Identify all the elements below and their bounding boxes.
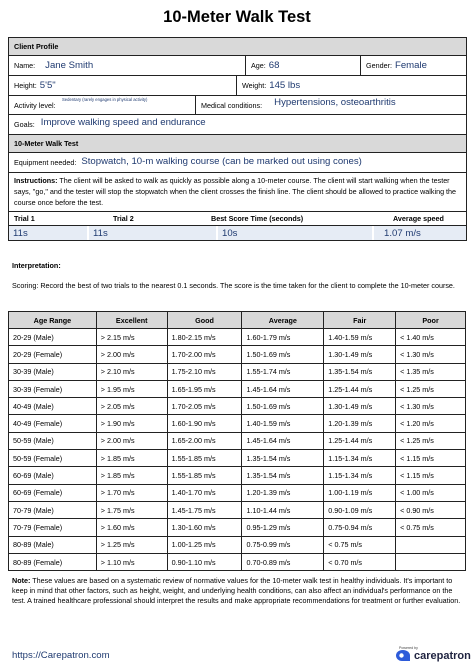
cell-age-range: 60-69 (Female) [9, 484, 97, 501]
cell-fair: 1.15-1.34 m/s [324, 450, 396, 467]
cell-good: 1.70-2.00 m/s [167, 346, 242, 363]
table-row [9, 363, 466, 380]
gender-label: Gender: [366, 61, 392, 70]
instructions-block [9, 173, 466, 212]
cell-poor [396, 553, 466, 570]
cell-age-range: 80-89 (Female) [9, 553, 97, 570]
norms-table [8, 311, 466, 571]
height-weight-row [9, 76, 466, 96]
cell-average: 1.35-1.54 m/s [242, 450, 324, 467]
cell-age-range: 30-39 (Male) [9, 363, 97, 380]
name-label: Name: [14, 61, 36, 70]
col-age-range: Age Range [9, 312, 97, 329]
table-row [9, 519, 466, 536]
activity-label: Activity level: [14, 100, 56, 110]
cell-excellent: > 1.25 m/s [96, 536, 167, 553]
table-row [9, 346, 466, 363]
age-field[interactable] [246, 56, 361, 75]
goals-field[interactable] [9, 115, 466, 134]
col-good: Good [167, 312, 242, 329]
carepatron-logo-icon [395, 649, 411, 662]
cell-age-range: 20-29 (Female) [9, 346, 97, 363]
cell-excellent: > 1.85 m/s [96, 450, 167, 467]
trials-values-row [9, 226, 466, 240]
cell-age-range: 60-69 (Male) [9, 467, 97, 484]
cell-average: 0.95-1.29 m/s [242, 519, 324, 536]
weight-field[interactable] [237, 76, 466, 95]
cell-poor: < 1.35 m/s [396, 363, 466, 380]
height-value: 5'5" [39, 80, 56, 91]
cell-poor: < 1.20 m/s [396, 415, 466, 432]
cell-fair: 0.75-0.94 m/s [324, 519, 396, 536]
note-label: Note: [12, 576, 31, 585]
cell-age-range: 70-79 (Male) [9, 501, 97, 518]
cell-poor: < 1.30 m/s [396, 398, 466, 415]
cell-excellent: > 1.90 m/s [96, 415, 167, 432]
weight-value: 145 lbs [269, 80, 301, 91]
cell-average: 1.20-1.39 m/s [242, 484, 324, 501]
note-block [12, 576, 466, 607]
goals-value: Improve walking speed and endurance [40, 117, 206, 128]
cell-average: 0.70-0.89 m/s [242, 553, 324, 570]
cell-good: 1.40-1.70 m/s [167, 484, 242, 501]
cell-poor [396, 536, 466, 553]
average-speed-label: Average speed [393, 214, 444, 224]
age-value: 68 [268, 60, 280, 71]
scoring-text: Scoring: Record the best of two trials to the nearest 0.1 seconds. The score is the time taken for the client to complete the 10-meter course. [12, 281, 455, 290]
cell-fair: 1.35-1.54 m/s [324, 363, 396, 380]
cell-age-range: 50-59 (Male) [9, 432, 97, 449]
client-profile-section [8, 37, 467, 241]
col-excellent: Excellent [96, 312, 167, 329]
cell-poor: < 1.30 m/s [396, 346, 466, 363]
cell-age-range: 50-59 (Female) [9, 450, 97, 467]
best-score-input[interactable]: 10s [218, 226, 374, 240]
cell-average: 1.35-1.54 m/s [242, 467, 324, 484]
cell-fair: < 0.75 m/s [324, 536, 396, 553]
col-fair: Fair [324, 312, 396, 329]
cell-average: 1.45-1.64 m/s [242, 432, 324, 449]
norms-header-row [9, 312, 466, 329]
cell-excellent: > 1.85 m/s [96, 467, 167, 484]
average-speed-input[interactable]: 1.07 m/s [374, 226, 466, 240]
cell-fair: 1.20-1.39 m/s [324, 415, 396, 432]
cell-good: 1.00-1.25 m/s [167, 536, 242, 553]
activity-value: Sedentary (rarely engages in physical activity) [62, 97, 148, 102]
cell-average: 1.10-1.44 m/s [242, 501, 324, 518]
instructions-label: Instructions: [14, 176, 58, 185]
conditions-label: Medical conditions: [201, 100, 263, 110]
cell-poor: < 1.25 m/s [396, 432, 466, 449]
cell-good: 1.70-2.05 m/s [167, 398, 242, 415]
equipment-label: Equipment needed: [14, 158, 77, 167]
table-row [9, 415, 466, 432]
cell-good: 1.55-1.85 m/s [167, 467, 242, 484]
cell-excellent: > 1.60 m/s [96, 519, 167, 536]
cell-average: 1.60-1.79 m/s [242, 329, 324, 346]
cell-average: 1.45-1.64 m/s [242, 380, 324, 397]
name-row [9, 56, 466, 76]
name-value: Jane Smith [45, 60, 94, 71]
interpretation-heading: Interpretation: [12, 261, 61, 270]
cell-excellent: > 1.70 m/s [96, 484, 167, 501]
name-field[interactable] [9, 56, 246, 75]
goals-row [9, 115, 466, 135]
trials-header-row [9, 212, 466, 226]
cell-excellent: > 2.05 m/s [96, 398, 167, 415]
equipment-value: Stopwatch, 10-m walking course (can be marked out using cones) [81, 155, 362, 167]
cell-poor: < 1.40 m/s [396, 329, 466, 346]
cell-good: 1.45-1.75 m/s [167, 501, 242, 518]
cell-poor: < 0.75 m/s [396, 519, 466, 536]
cell-average: 1.40-1.59 m/s [242, 415, 324, 432]
table-row [9, 536, 466, 553]
table-row [9, 501, 466, 518]
cell-age-range: 40-49 (Female) [9, 415, 97, 432]
cell-age-range: 40-49 (Male) [9, 398, 97, 415]
carepatron-brand: carepatron [414, 649, 471, 662]
client-profile-header: Client Profile [9, 38, 466, 56]
conditions-field[interactable] [196, 96, 466, 114]
table-row [9, 467, 466, 484]
activity-field[interactable] [9, 96, 196, 114]
cell-average: 0.75-0.99 m/s [242, 536, 324, 553]
cell-fair: 1.25-1.44 m/s [324, 380, 396, 397]
cell-fair: 1.30-1.49 m/s [324, 346, 396, 363]
cell-age-range: 30-39 (Female) [9, 380, 97, 397]
cell-age-range: 80-89 (Male) [9, 536, 97, 553]
instructions-text: The client will be asked to walk as quickly as possible along a 10-meter course. The client will start walking when the tester says, "go," and the tester will stop the stopwatch when the client crosses the finish line. The client should be allowed to practice walking the course once before the test. [14, 176, 457, 207]
carepatron-logo[interactable] [395, 649, 471, 662]
equipment-row [9, 153, 466, 173]
cell-excellent: > 1.75 m/s [96, 501, 167, 518]
cell-average: 1.55-1.74 m/s [242, 363, 324, 380]
cell-fair: 0.90-1.09 m/s [324, 501, 396, 518]
height-field[interactable] [9, 76, 237, 95]
cell-excellent: > 1.95 m/s [96, 380, 167, 397]
cell-fair: 1.15-1.34 m/s [324, 467, 396, 484]
cell-fair: 1.00-1.19 m/s [324, 484, 396, 501]
page-title: 10-Meter Walk Test [163, 8, 311, 26]
cell-poor: < 1.15 m/s [396, 450, 466, 467]
cell-good: 1.65-1.95 m/s [167, 380, 242, 397]
table-row [9, 329, 466, 346]
table-row [9, 553, 466, 570]
test-section-header: 10-Meter Walk Test [9, 135, 466, 153]
cell-poor: < 1.25 m/s [396, 380, 466, 397]
col-average: Average [242, 312, 324, 329]
cell-poor: < 1.00 m/s [396, 484, 466, 501]
cell-good: 1.65-2.00 m/s [167, 432, 242, 449]
cell-fair: 1.30-1.49 m/s [324, 398, 396, 415]
cell-good: 1.80-2.15 m/s [167, 329, 242, 346]
table-row [9, 398, 466, 415]
cell-poor: < 1.15 m/s [396, 467, 466, 484]
cell-good: 1.60-1.90 m/s [167, 415, 242, 432]
cell-excellent: > 2.15 m/s [96, 329, 167, 346]
conditions-value: Hypertensions, osteoarthritis [274, 97, 396, 108]
table-row [9, 432, 466, 449]
note-text: These values are based on a systematic review of normative values for the 10-meter walk test in healthy individuals. It's important to keep in mind that other factors, such as height, weight, and underlying health conditions, can also affect an individual's performance on the test. A trained healthcare professional should interpret the results and make appropriate recommendations for treatment or further evaluation. [12, 576, 461, 606]
height-label: Height: [14, 81, 37, 90]
cell-excellent: > 2.00 m/s [96, 346, 167, 363]
best-score-label: Best Score Time (seconds) [211, 214, 304, 224]
cell-good: 1.55-1.85 m/s [167, 450, 242, 467]
trial2-label: Trial 2 [113, 214, 134, 224]
trial1-input[interactable]: 11s [9, 226, 89, 240]
gender-field[interactable] [361, 56, 466, 75]
gender-value: Female [394, 60, 427, 71]
powered-by-text: Powered by [399, 646, 418, 650]
cell-average: 1.50-1.69 m/s [242, 346, 324, 363]
weight-label: Weight: [242, 81, 267, 90]
cell-excellent: > 2.10 m/s [96, 363, 167, 380]
cell-age-range: 20-29 (Male) [9, 329, 97, 346]
cell-average: 1.50-1.69 m/s [242, 398, 324, 415]
carepatron-link[interactable]: https://Carepatron.com [12, 650, 110, 661]
trial1-label: Trial 1 [14, 214, 35, 224]
cell-good: 1.75-2.10 m/s [167, 363, 242, 380]
col-poor: Poor [396, 312, 466, 329]
cell-poor: < 0.90 m/s [396, 501, 466, 518]
table-row [9, 380, 466, 397]
cell-fair: 1.25-1.44 m/s [324, 432, 396, 449]
trial2-input[interactable]: 11s [89, 226, 218, 240]
equipment-field[interactable] [9, 153, 466, 172]
goals-label: Goals: [14, 120, 35, 129]
cell-age-range: 70-79 (Female) [9, 519, 97, 536]
cell-good: 0.90-1.10 m/s [167, 553, 242, 570]
cell-fair: 1.40-1.59 m/s [324, 329, 396, 346]
age-label: Age: [251, 61, 266, 70]
table-row [9, 450, 466, 467]
table-row [9, 484, 466, 501]
cell-fair: < 0.70 m/s [324, 553, 396, 570]
cell-excellent: > 1.10 m/s [96, 553, 167, 570]
cell-excellent: > 2.00 m/s [96, 432, 167, 449]
cell-good: 1.30-1.60 m/s [167, 519, 242, 536]
activity-row [9, 96, 466, 115]
